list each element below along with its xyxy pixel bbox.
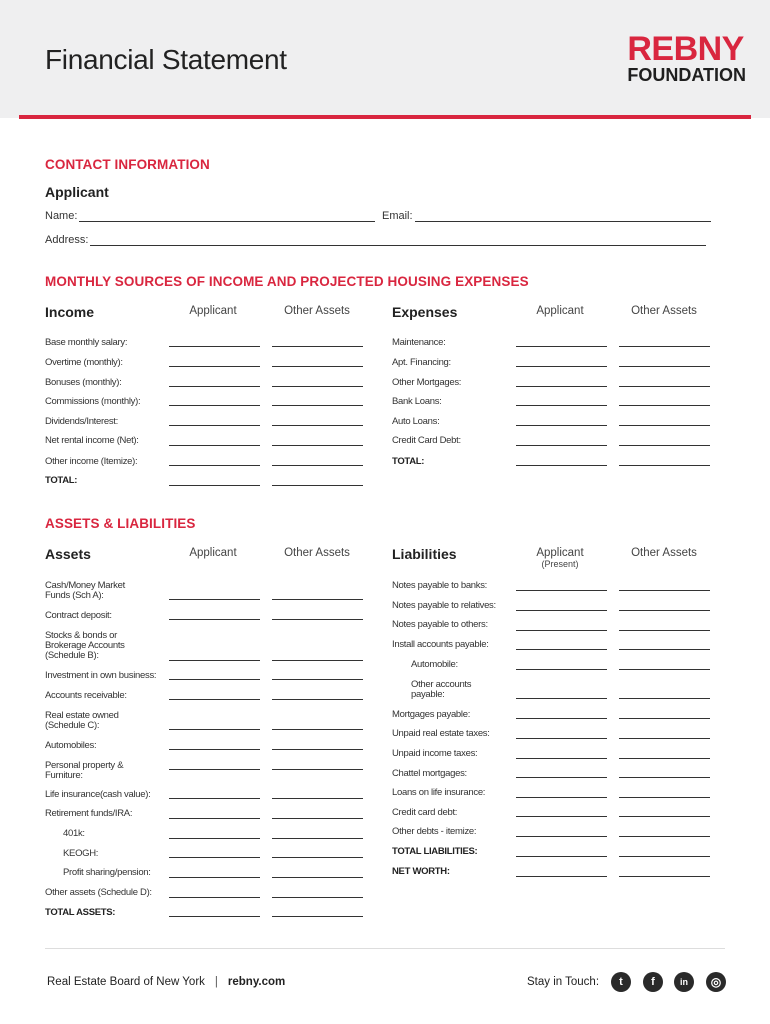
liability-applicant-input[interactable] — [516, 836, 607, 837]
asset-other-input[interactable] — [272, 818, 363, 819]
asset-applicant-input[interactable] — [169, 897, 260, 898]
liabilities-heading: Liabilities — [392, 546, 457, 562]
liability-other-input[interactable] — [619, 610, 710, 611]
asset-row-label: Retirement funds/IRA: — [45, 808, 133, 819]
income-applicant-input[interactable] — [169, 366, 260, 367]
expense-other-input[interactable] — [619, 445, 710, 446]
address-label: Address: — [45, 234, 89, 246]
income-row-label: Other income (Itemize): — [45, 456, 138, 467]
asset-row-label: Accounts receivable: — [45, 690, 127, 701]
expense-other-input[interactable] — [619, 366, 710, 367]
asset-row-label: Life insurance(cash value): — [45, 789, 151, 800]
asset-applicant-input[interactable] — [169, 699, 260, 700]
asset-applicant-input[interactable] — [169, 877, 260, 878]
liability-row-label: Mortgages payable: — [392, 709, 471, 720]
expense-other-input[interactable] — [619, 465, 710, 466]
expense-applicant-input[interactable] — [516, 346, 607, 347]
liability-row-label: Chattel mortgages: — [392, 768, 467, 779]
asset-applicant-input[interactable] — [169, 660, 260, 661]
email-input-line[interactable] — [415, 211, 711, 222]
income-row-label: Base monthly salary: — [45, 337, 128, 348]
asset-row-label: Investment in own business: — [45, 670, 157, 681]
liability-applicant-input[interactable] — [516, 669, 607, 670]
income-section-title: MONTHLY SOURCES OF INCOME AND PROJECTED HOUSING EXPENSES — [45, 274, 529, 289]
income-applicant-input[interactable] — [169, 346, 260, 347]
liability-other-input[interactable] — [619, 590, 710, 591]
asset-row-label: Personal property & Furniture: — [45, 760, 124, 781]
header-accent-bar — [19, 115, 751, 119]
logo-line-2: FOUNDATION — [627, 65, 746, 85]
liability-other-input[interactable] — [619, 876, 710, 877]
asset-row-label: Stocks & bonds or Brokerage Accounts (Schedule B): — [45, 630, 125, 661]
liability-row-label: Notes payable to others: — [392, 619, 488, 630]
liability-applicant-input[interactable] — [516, 856, 607, 857]
net-worth-label: NET WORTH: — [392, 866, 450, 877]
footer-website-link[interactable]: rebny.com — [227, 976, 286, 988]
liability-row-label: Loans on life insurance: — [392, 787, 486, 798]
linkedin-icon[interactable]: in — [674, 972, 694, 992]
income-other-input[interactable] — [272, 465, 363, 466]
email-field[interactable] — [382, 210, 711, 222]
asset-applicant-input[interactable] — [169, 916, 260, 917]
liability-row-label: Unpaid real estate taxes: — [392, 728, 490, 739]
asset-applicant-input[interactable] — [169, 749, 260, 750]
asset-applicant-input[interactable] — [169, 729, 260, 730]
present-note: (Present) — [541, 559, 579, 569]
expense-applicant-input[interactable] — [516, 465, 607, 466]
liability-applicant-input[interactable] — [516, 630, 607, 631]
expenses-applicant-heading: Applicant — [536, 305, 584, 317]
expense-row-label: Other Mortgages: — [392, 377, 462, 388]
liabilities-other-heading: Other Assets — [631, 547, 697, 559]
asset-row-label: Real estate owned (Schedule C): — [45, 710, 119, 731]
asset-applicant-input[interactable] — [169, 798, 260, 799]
asset-applicant-input[interactable] — [169, 857, 260, 858]
income-other-input[interactable] — [272, 485, 363, 486]
income-applicant-heading: Applicant — [189, 305, 237, 317]
asset-other-input[interactable] — [272, 749, 363, 750]
name-input-line[interactable] — [79, 211, 375, 222]
liability-applicant-input[interactable] — [516, 876, 607, 877]
income-other-input[interactable] — [272, 366, 363, 367]
asset-applicant-input[interactable] — [169, 619, 260, 620]
total-liabilities-label: TOTAL LIABILITIES: — [392, 846, 478, 857]
asset-other-input[interactable] — [272, 838, 363, 839]
expense-other-input[interactable] — [619, 405, 710, 406]
income-applicant-input[interactable] — [169, 386, 260, 387]
applicant-subtitle: Applicant — [45, 184, 109, 200]
liabilities-applicant-label: Applicant — [536, 547, 584, 559]
liability-applicant-input[interactable] — [516, 590, 607, 591]
asset-other-input[interactable] — [272, 699, 363, 700]
asset-row-label: Cash/Money Market Funds (Sch A): — [45, 580, 125, 601]
expense-other-input[interactable] — [619, 346, 710, 347]
asset-row-label: Automobiles: — [45, 740, 97, 751]
income-other-input[interactable] — [272, 405, 363, 406]
liability-other-input[interactable] — [619, 836, 710, 837]
rebny-foundation-logo — [627, 30, 746, 85]
liability-row-label: Automobile: — [411, 659, 458, 670]
page-header — [0, 0, 770, 118]
liability-row-label: Install accounts payable: — [392, 639, 489, 650]
facebook-icon[interactable]: f — [643, 972, 663, 992]
liability-applicant-input[interactable] — [516, 718, 607, 719]
expenses-heading: Expenses — [392, 304, 458, 320]
income-row-label: Bonuses (monthly): — [45, 377, 122, 388]
expenses-other-heading: Other Assets — [631, 305, 697, 317]
liability-other-input[interactable] — [619, 669, 710, 670]
address-input-line[interactable] — [90, 235, 706, 246]
income-applicant-input[interactable] — [169, 425, 260, 426]
liability-applicant-input[interactable] — [516, 758, 607, 759]
liability-other-input[interactable] — [619, 649, 710, 650]
name-field[interactable] — [45, 210, 375, 222]
expense-row-label: Apt. Financing: — [392, 357, 451, 368]
footer-org-info — [47, 976, 285, 988]
asset-applicant-input[interactable] — [169, 838, 260, 839]
income-other-input[interactable] — [272, 386, 363, 387]
liability-row-label: Other accounts payable: — [411, 679, 472, 700]
asset-other-input[interactable] — [272, 599, 363, 600]
liability-applicant-input[interactable] — [516, 610, 607, 611]
expense-applicant-input[interactable] — [516, 386, 607, 387]
liability-row-label: Notes payable to relatives: — [392, 600, 496, 611]
liability-row-label: Notes payable to banks: — [392, 580, 488, 591]
asset-other-input[interactable] — [272, 897, 363, 898]
liability-applicant-input[interactable] — [516, 738, 607, 739]
expense-row-label: Bank Loans: — [392, 396, 442, 407]
asset-applicant-input[interactable] — [169, 679, 260, 680]
expense-applicant-input[interactable] — [516, 405, 607, 406]
expense-row-label: Maintenance: — [392, 337, 446, 348]
asset-other-input[interactable] — [272, 798, 363, 799]
asset-applicant-input[interactable] — [169, 599, 260, 600]
instagram-icon[interactable]: ◎ — [706, 972, 726, 992]
income-row-label: Overtime (monthly): — [45, 357, 123, 368]
twitter-icon[interactable]: t — [611, 972, 631, 992]
asset-row-label: Contract deposit: — [45, 610, 112, 621]
asset-other-input[interactable] — [272, 857, 363, 858]
liabilities-applicant-heading — [510, 547, 610, 569]
asset-other-input[interactable] — [272, 619, 363, 620]
income-heading: Income — [45, 304, 95, 320]
expense-applicant-input[interactable] — [516, 366, 607, 367]
asset-other-input[interactable] — [272, 679, 363, 680]
liability-other-input[interactable] — [619, 777, 710, 778]
liability-other-input[interactable] — [619, 856, 710, 857]
income-row-label: Commissions (monthly): — [45, 396, 141, 407]
income-other-input[interactable] — [272, 425, 363, 426]
assets-applicant-heading: Applicant — [189, 547, 237, 559]
logo-line-1: REBNY — [627, 30, 744, 68]
total-assets-label: TOTAL ASSETS: — [45, 907, 116, 918]
expense-applicant-input[interactable] — [516, 425, 607, 426]
assets-other-heading: Other Assets — [284, 547, 350, 559]
expense-row-label: Credit Card Debt: — [392, 435, 461, 446]
page-title: Financial Statement — [45, 44, 287, 75]
liability-other-input[interactable] — [619, 630, 710, 631]
liability-applicant-input[interactable] — [516, 698, 607, 699]
income-other-heading: Other Assets — [284, 305, 350, 317]
income-applicant-input[interactable] — [169, 465, 260, 466]
liability-row-label: Unpaid income taxes: — [392, 748, 478, 759]
expense-other-input[interactable] — [619, 386, 710, 387]
email-label: Email: — [382, 210, 413, 222]
income-applicant-input[interactable] — [169, 485, 260, 486]
liability-other-input[interactable] — [619, 816, 710, 817]
assets-section-title: ASSETS & LIABILITIES — [45, 516, 196, 531]
liability-applicant-input[interactable] — [516, 649, 607, 650]
liability-other-input[interactable] — [619, 738, 710, 739]
liability-applicant-input[interactable] — [516, 797, 607, 798]
asset-other-input[interactable] — [272, 660, 363, 661]
asset-applicant-input[interactable] — [169, 769, 260, 770]
liability-other-input[interactable] — [619, 758, 710, 759]
asset-other-input[interactable] — [272, 877, 363, 878]
income-other-input[interactable] — [272, 346, 363, 347]
assets-heading: Assets — [45, 546, 91, 562]
income-row-label: Net rental income (Net): — [45, 435, 139, 446]
expense-row-label: Auto Loans: — [392, 416, 440, 427]
income-total-label: TOTAL: — [45, 475, 78, 486]
asset-other-input[interactable] — [272, 916, 363, 917]
name-label: Name: — [45, 210, 78, 222]
footer-divider — [45, 948, 725, 949]
asset-other-input[interactable] — [272, 769, 363, 770]
stay-in-touch-label: Stay in Touch: — [527, 976, 600, 988]
income-applicant-input[interactable] — [169, 405, 260, 406]
expense-other-input[interactable] — [619, 425, 710, 426]
asset-other-input[interactable] — [272, 729, 363, 730]
asset-row-label: 401k: — [63, 828, 85, 839]
contact-section-title: CONTACT INFORMATION — [45, 157, 210, 172]
income-row-label: Dividends/Interest: — [45, 416, 118, 427]
liability-row-label: Other debts - itemize: — [392, 826, 477, 837]
footer-org-name: Real Estate Board of New York — [47, 976, 205, 988]
asset-applicant-input[interactable] — [169, 818, 260, 819]
income-applicant-input[interactable] — [169, 445, 260, 446]
liability-applicant-input[interactable] — [516, 816, 607, 817]
liability-other-input[interactable] — [619, 797, 710, 798]
asset-row-label: KEOGH: — [63, 848, 99, 859]
footer-separator: | — [214, 976, 218, 988]
income-other-input[interactable] — [272, 445, 363, 446]
asset-row-label: Other assets (Schedule D): — [45, 887, 152, 898]
expense-total-label: TOTAL: — [392, 456, 425, 467]
liability-other-input[interactable] — [619, 718, 710, 719]
address-field[interactable] — [45, 234, 706, 246]
liability-row-label: Credit card debt: — [392, 807, 458, 818]
asset-row-label: Profit sharing/pension: — [63, 867, 151, 878]
expense-applicant-input[interactable] — [516, 445, 607, 446]
liability-applicant-input[interactable] — [516, 777, 607, 778]
liability-other-input[interactable] — [619, 698, 710, 699]
